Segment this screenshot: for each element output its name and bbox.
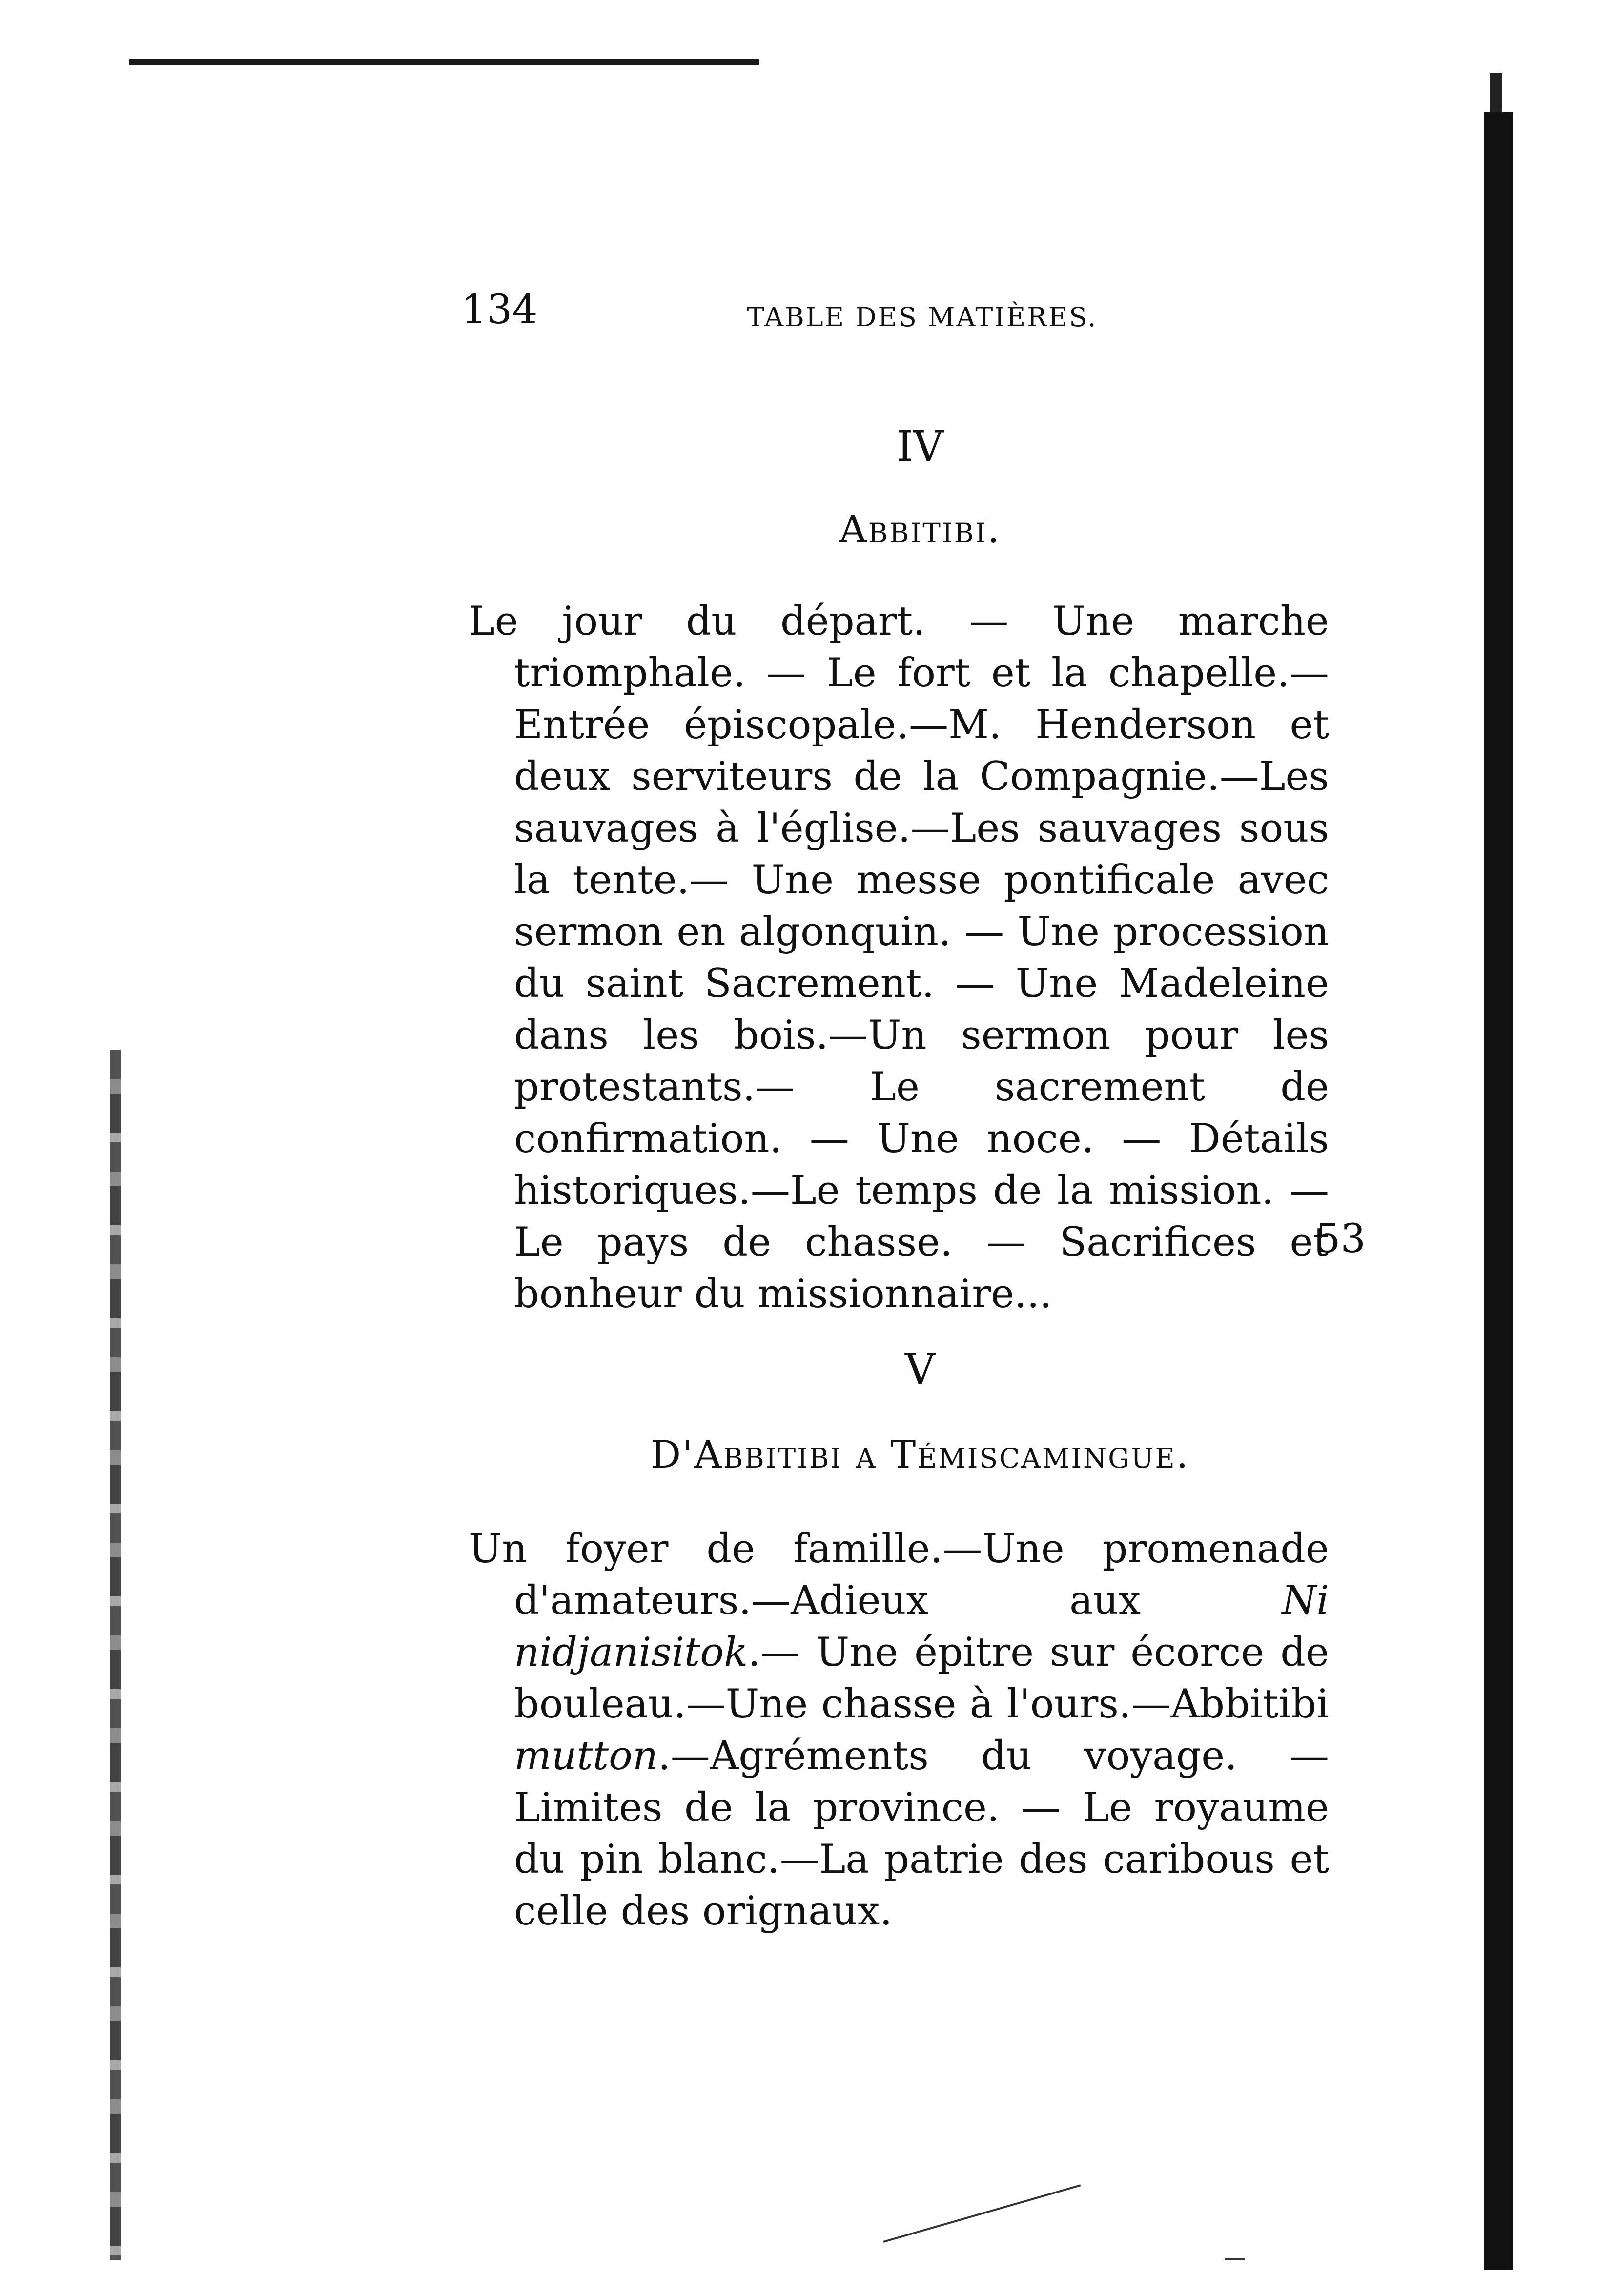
summary-italic-mutton: mutton [514, 1733, 658, 1779]
scan-top-rule [129, 59, 759, 65]
scan-binding-shadow-top [1490, 73, 1502, 117]
section-summary-iv: Le jour du départ. — Une marche triomphale. — Le fort et la chapelle.—Entrée épiscopale.—M. Henderson et deux serviteurs de la Compagnie.—Les sauvages à l'église.—Les sauvages sous la tente.— Une messe pontificale avec sermon en algonquin. — Une procession du saint Sacrement. — Une Madeleine dans les bois.—Un sermon pour les protestants.— Le sacrement de confirmation. — Une noce. — Détails historiques.—Le temps de la mission. — Le pays de chasse. — Sacrifices et bonheur du missionnaire... [469, 599, 1329, 1317]
scan-pen-stroke [883, 2184, 1081, 2243]
page-number: 134 [461, 287, 538, 333]
scan-dash-mark [1225, 2258, 1245, 2260]
summary-text-3: .—Agréments du voyage. — Limites de la province. — Le royaume du pin blanc.—La patrie des caribous et celle des orignaux. [514, 1733, 1329, 1934]
section-numeral-iv: IV [896, 422, 944, 471]
scan-left-edge [110, 1050, 121, 2260]
summary-text-1: Un foyer de famille.—Une promenade d'amateurs.—Adieux aux [469, 1526, 1329, 1624]
section-summary-v [469, 1523, 1329, 1937]
section-numeral-v: V [904, 1345, 936, 1394]
running-title: TABLE DES MATIÈRES. [747, 302, 1098, 332]
scan-binding-shadow [1484, 112, 1513, 2270]
summary-italic-ni-nidjanisitok: Ni nidjanisitok [514, 1578, 1329, 1675]
section-page-ref-iv: 53 [1315, 1216, 1366, 1262]
summary-text-2: .— Une épitre sur écorce de bouleau.—Une chasse à l'ours.—Abbitibi [514, 1630, 1329, 1727]
section-title-temiscamingue: D'Abbitibi a Témiscamingue. [650, 1433, 1190, 1477]
section-title-abbitibi: Abbitibi. [839, 508, 1001, 552]
